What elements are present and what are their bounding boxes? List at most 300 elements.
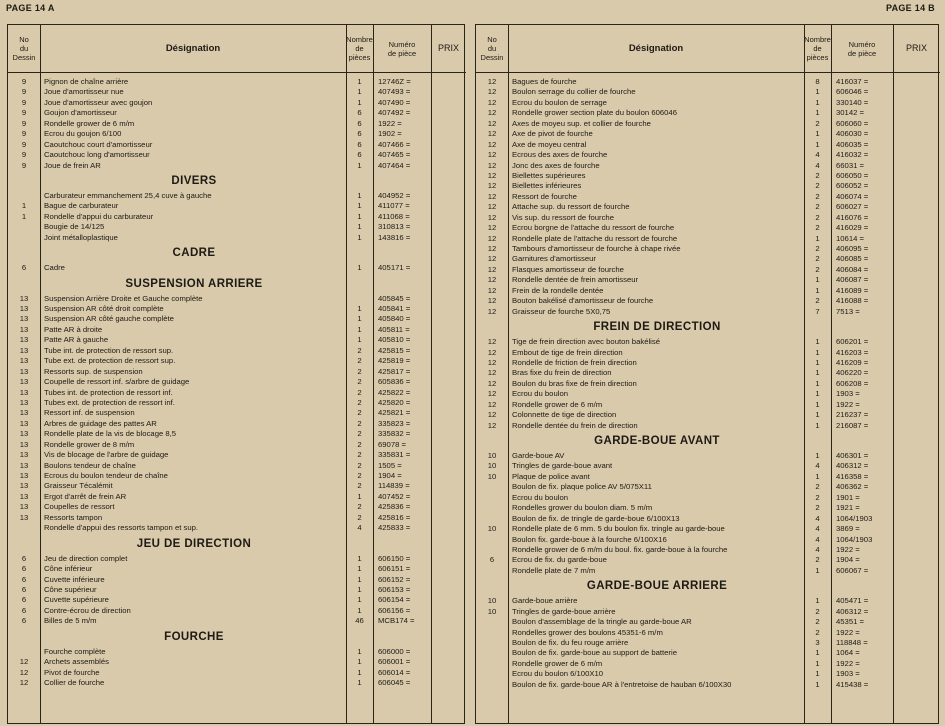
quantity: 1: [357, 335, 362, 345]
designation: Axe de pivot de fourche: [512, 129, 593, 139]
table-row: [476, 223, 938, 233]
quantity: 1: [357, 324, 362, 334]
part-number: 335823 =: [378, 418, 411, 428]
quantity: 2: [815, 503, 820, 513]
drawing-number: 12: [487, 181, 497, 191]
table-row: [8, 119, 464, 129]
quantity: 1: [815, 596, 820, 606]
designation: Rondelle grower de 8 m/m: [44, 439, 135, 449]
part-number: 405810 =: [378, 335, 411, 345]
part-number: 66031 =: [836, 160, 865, 170]
designation: Joue d'amortisseur nue: [44, 87, 124, 97]
table-row: [476, 482, 938, 492]
drawing-number: 12: [487, 378, 497, 388]
table-row: [8, 471, 464, 481]
quantity: 1: [815, 97, 820, 107]
part-number: 406030 =: [836, 129, 869, 139]
part-number: 405811 =: [378, 324, 410, 334]
table-row: [476, 234, 938, 244]
part-number: 416032 =: [836, 150, 869, 160]
drawing-number: 13: [19, 512, 29, 522]
quantity: 1: [357, 222, 362, 232]
table-row: [476, 451, 938, 461]
part-number: 1903 =: [836, 389, 860, 399]
drawing-number: 9: [21, 139, 27, 149]
table-row: [476, 202, 938, 212]
drawing-number: 6: [21, 564, 27, 574]
drawing-number: 13: [19, 377, 29, 387]
drawing-number: 13: [19, 491, 29, 501]
table-row: [8, 481, 464, 491]
drawing-number: 12: [487, 296, 497, 306]
drawing-number: 12: [19, 667, 29, 677]
table-row: [476, 77, 938, 87]
part-number: 1904 =: [836, 555, 860, 565]
designation: Tambours d'amortisseur de fourche à chape rivée: [512, 244, 681, 253]
quantity: 1: [357, 97, 362, 107]
part-number: 1064/1903: [836, 513, 873, 523]
table-row: [476, 379, 938, 389]
designation: Patte AR à droite: [44, 324, 103, 334]
quantity: 4: [357, 523, 362, 533]
part-number: 405841 =: [378, 304, 411, 313]
part-number: 606050 =: [836, 170, 869, 180]
designation: Bouton bakélisé d'amortisseur de fourche: [512, 296, 654, 306]
table-row: [476, 150, 938, 160]
part-number: 45351 =: [836, 617, 865, 627]
drawing-number: 9: [21, 108, 27, 118]
table-row: [8, 564, 464, 574]
part-number: 416088 =: [836, 296, 869, 306]
part-number: 425819 =: [378, 356, 411, 366]
drawing-number: 9: [21, 129, 27, 139]
designation: Boulon de fix. plaque police AV 5/075X11: [512, 482, 652, 492]
section-heading: GARDE-BOUE AVANT: [594, 435, 720, 447]
table-row: [476, 617, 938, 627]
designation: Boulon de fix. du feu rouge arrière: [512, 638, 629, 647]
table-row: [476, 171, 938, 181]
drawing-number: 10: [487, 471, 497, 481]
drawing-number: 12: [487, 389, 497, 399]
part-number: 10614 =: [836, 233, 865, 243]
page-number-left: PAGE 14 A: [6, 3, 55, 13]
designation: Ecrou du boulon 6/100X10: [512, 669, 604, 679]
quantity: 1: [815, 285, 820, 295]
section-heading: FREIN DE DIRECTION: [593, 321, 721, 334]
quantity: 2: [815, 482, 820, 492]
part-number: 606150 =: [378, 553, 411, 563]
part-number: MCB174 =: [378, 616, 415, 626]
quantity: 1: [357, 646, 362, 656]
designation: Suspension Arrière Droite et Gauche complète: [44, 293, 203, 303]
quantity: 1: [815, 648, 820, 658]
quantity: 2: [815, 170, 820, 180]
part-number: 1904 =: [378, 471, 402, 480]
drawing-number: 12: [487, 233, 497, 243]
table-row: [476, 400, 938, 410]
part-number: 1903 =: [836, 669, 860, 679]
part-number: 605836 =: [378, 377, 411, 387]
table-row: [476, 296, 938, 306]
table-row: [8, 513, 464, 523]
quantity: 1: [815, 658, 820, 668]
table-row: [8, 585, 464, 595]
rows-right: [476, 77, 938, 690]
quantity: 1: [357, 574, 362, 584]
table-row: [8, 377, 464, 387]
designation: Ecrou du goujon 6/100: [44, 129, 122, 139]
quantity: 1: [815, 378, 820, 388]
drawing-number: 12: [487, 160, 497, 170]
quantity: 1: [357, 678, 362, 687]
quantity: 1: [815, 565, 820, 575]
col-header-numero: Numéro de pièce: [373, 25, 431, 73]
designation: Billes de 5 m/m: [44, 616, 97, 626]
designation: Bougie de 14/125: [44, 222, 105, 232]
designation: Rondelle grower de 6 m/m: [512, 399, 603, 409]
drawing-number: 13: [19, 397, 29, 407]
col-header-nombre: Nombre de pièces: [346, 25, 373, 73]
quantity: 1: [815, 471, 820, 481]
designation: Ergot d'arrêt de frein AR: [44, 491, 127, 501]
part-number: 606208 =: [836, 378, 869, 388]
part-number: 1902 =: [378, 129, 402, 139]
col-header-designation: Désignation: [508, 25, 804, 73]
drawing-number: 12: [487, 139, 497, 149]
quantity: 1: [357, 304, 362, 313]
table-row: [476, 129, 938, 139]
designation: Ecrou du boulon: [512, 389, 568, 399]
part-number: 416358 =: [836, 471, 869, 481]
table-row: [8, 233, 464, 243]
part-number: 335832 =: [378, 429, 411, 439]
table-row: [476, 669, 938, 679]
quantity: 1: [815, 233, 820, 243]
table-row: [8, 554, 464, 564]
table-row: [476, 648, 938, 658]
table-row: [8, 222, 464, 232]
designation: Rondelle grower de 6 m/m: [44, 118, 135, 128]
table-row: [476, 680, 938, 690]
table-row: [8, 108, 464, 118]
drawing-number: 12: [487, 306, 497, 316]
table-row: [476, 181, 938, 191]
designation: Bague de carburateur: [44, 201, 119, 211]
designation: Ressort inf. de suspension: [44, 408, 135, 418]
part-number: 405845 =: [378, 293, 411, 303]
table-row: [476, 368, 938, 378]
drawing-number: 12: [487, 170, 497, 180]
table-row: [476, 514, 938, 524]
parts-table-right: [475, 24, 939, 724]
drawing-number: 13: [19, 429, 29, 439]
quantity: 2: [357, 429, 362, 439]
part-number: 1922 =: [836, 544, 860, 554]
part-number: 404952 =: [378, 190, 411, 200]
designation: Garde-boue AV: [512, 451, 565, 460]
drawing-number: 13: [19, 314, 29, 324]
col-header-prix: PRIX: [893, 25, 940, 73]
drawing-number: 12: [19, 678, 29, 687]
col-header-prix: PRIX: [431, 25, 466, 73]
quantity: 2: [815, 617, 820, 627]
part-number: 425836 =: [378, 502, 411, 512]
designation: Boulon du bras fixe de frein direction: [512, 378, 637, 388]
part-number: 69078 =: [378, 439, 407, 449]
table-row: [476, 638, 938, 648]
table-row: [8, 595, 464, 605]
designation: Biellettes inférieures: [512, 181, 582, 191]
drawing-number: 13: [19, 418, 29, 428]
designation: Garnitures d'amortisseur: [512, 254, 596, 264]
drawing-number: 12: [487, 357, 497, 367]
table-row: [476, 265, 938, 275]
table-row: [8, 419, 464, 429]
drawing-number: 12: [487, 368, 497, 378]
drawing-number: 12: [487, 275, 497, 285]
quantity: 1: [357, 232, 362, 242]
drawing-number: 12: [487, 87, 497, 97]
drawing-number: 13: [19, 460, 29, 470]
part-number: 406301 =: [836, 451, 869, 460]
part-number: 407492 =: [378, 108, 411, 118]
drawing-number: 9: [21, 160, 27, 170]
quantity: 1: [815, 275, 820, 285]
part-number: 143816 =: [378, 232, 411, 242]
table-row: [476, 389, 938, 399]
quantity: 2: [357, 502, 362, 512]
section-heading: FOURCHE: [164, 630, 224, 643]
designation: Fourche complète: [44, 646, 106, 656]
part-number: 606045 =: [378, 678, 411, 687]
drawing-number: 6: [489, 555, 495, 565]
designation: Rondelle de friction de frein direction: [512, 357, 637, 367]
quantity: 6: [357, 118, 362, 128]
drawing-number: 12: [487, 212, 497, 222]
section-heading: CADRE: [172, 247, 216, 260]
designation: Attache sup. du ressort de fourche: [512, 202, 630, 212]
quantity: 2: [815, 627, 820, 637]
designation: Tubes int. de protection de ressort inf.: [44, 387, 173, 397]
drawing-number: 13: [19, 481, 29, 491]
quantity: 1: [357, 160, 362, 170]
table-row: [476, 461, 938, 471]
designation: Vis sup. du ressort de fourche: [512, 212, 614, 222]
part-number: 406095 =: [836, 244, 869, 253]
quantity: 1: [357, 201, 362, 211]
quantity: 2: [357, 408, 362, 418]
part-number: 406035 =: [836, 139, 869, 149]
drawing-number: 12: [487, 337, 497, 347]
designation: Ressorts sup. de suspension: [44, 366, 143, 376]
part-number: 12746Z =: [378, 77, 411, 86]
quantity: 1: [815, 357, 820, 367]
quantity: 4: [815, 534, 820, 544]
designation: Boulon de fix. garde-boue au support de batterie: [512, 648, 677, 658]
quantity: 8: [815, 77, 820, 86]
part-number: 406312 =: [836, 461, 869, 471]
part-number: 406085 =: [836, 254, 869, 264]
drawing-number: 13: [19, 293, 29, 303]
quantity: 2: [357, 471, 362, 480]
part-number: 335831 =: [378, 450, 411, 460]
quantity: 1: [357, 584, 362, 594]
quantity: 2: [357, 387, 362, 397]
table-row: [476, 503, 938, 513]
drawing-number: 12: [487, 129, 497, 139]
designation: Bras fixe du frein de direction: [512, 368, 612, 378]
table-row: [476, 524, 938, 534]
designation: Rondelle d'appui du carburateur: [44, 211, 154, 221]
part-number: 118848 =: [836, 638, 868, 647]
designation: Rondelle dentée de frein amortisseur: [512, 275, 639, 285]
designation: Contre-écrou de direction: [44, 605, 131, 615]
part-number: 407490 =: [378, 97, 411, 107]
col-header-designation: Désignation: [40, 25, 346, 73]
quantity: 2: [815, 191, 820, 201]
table-row: [476, 628, 938, 638]
designation: Carburateur emmanchement 25,4 cuve à gauche: [44, 190, 212, 200]
drawing-number: 13: [19, 408, 29, 418]
part-number: 1901 =: [836, 492, 860, 502]
table-row: [8, 129, 464, 139]
table-row: [8, 668, 464, 678]
quantity: 2: [357, 460, 362, 470]
part-number: 606156 =: [378, 605, 411, 615]
drawing-number: 10: [487, 451, 497, 460]
table-row: [8, 191, 464, 201]
drawing-number: 13: [19, 324, 29, 334]
part-number: 407464 =: [378, 160, 411, 170]
drawing-number: 12: [487, 223, 497, 233]
quantity: 1: [357, 595, 362, 605]
table-row: [476, 275, 938, 285]
part-number: 406087 =: [836, 275, 869, 285]
table-row: [8, 87, 464, 97]
drawing-number: 6: [21, 574, 27, 584]
drawing-number: 12: [487, 347, 497, 357]
table-row: [8, 616, 464, 626]
designation: Axe de moyeu central: [512, 139, 587, 149]
quantity: 1: [357, 667, 362, 677]
quantity: 2: [815, 492, 820, 502]
drawing-number: 12: [487, 244, 497, 253]
quantity: 1: [815, 410, 820, 420]
part-number: 406312 =: [836, 606, 869, 616]
part-number: 216237 =: [836, 410, 869, 420]
designation: Rondelle plate de 7 m/m: [512, 565, 596, 575]
part-number: 416089 =: [836, 285, 869, 295]
quantity: 2: [357, 512, 362, 522]
part-number: 606154 =: [378, 595, 411, 605]
part-number: 425816 =: [378, 512, 411, 522]
designation: Plaque de police avant: [512, 471, 590, 481]
table-row: [476, 161, 938, 171]
part-number: 606201 =: [836, 337, 869, 347]
drawing-number: 12: [487, 150, 497, 160]
designation: Ressorts tampon: [44, 512, 103, 522]
table-row: [8, 356, 464, 366]
designation: Joue d'amortisseur avec goujon: [44, 97, 153, 107]
drawing-number: 12: [487, 285, 497, 295]
quantity: 2: [357, 377, 362, 387]
designation: Rondelle dentée du frein de direction: [512, 420, 638, 430]
drawing-number: 13: [19, 502, 29, 512]
table-row: [476, 421, 938, 431]
part-number: 405471 =: [836, 596, 869, 606]
part-number: 1922 =: [378, 118, 402, 128]
designation: Bagues de fourche: [512, 77, 577, 86]
drawing-number: 9: [21, 97, 27, 107]
designation: Coupelles de ressort: [44, 502, 115, 512]
part-number: 606153 =: [378, 584, 411, 594]
quantity: 1: [815, 108, 820, 118]
quantity: 2: [357, 439, 362, 449]
table-row: [476, 213, 938, 223]
part-number: 310813 =: [378, 222, 411, 232]
quantity: 6: [357, 150, 362, 160]
part-number: 416076 =: [836, 212, 869, 222]
designation: Collier de fourche: [44, 678, 105, 687]
table-row: [8, 314, 464, 324]
quantity: 4: [815, 150, 820, 160]
designation: Rondelles grower des boulons 45351-6 m/m: [512, 627, 663, 637]
drawing-number: 6: [21, 595, 27, 605]
drawing-number: 13: [19, 335, 29, 345]
quantity: 2: [357, 397, 362, 407]
quantity: 1: [357, 657, 362, 667]
drawing-number: 13: [19, 387, 29, 397]
quantity: 2: [815, 202, 820, 212]
designation: Tube ext. de protection de ressort sup.: [44, 356, 176, 366]
part-number: 606046 =: [836, 87, 869, 97]
table-row: [8, 161, 464, 171]
table-row: [8, 140, 464, 150]
part-number: 1922 =: [836, 399, 860, 409]
designation: Caoutchouc court d'amortisseur: [44, 139, 153, 149]
part-number: 416029 =: [836, 223, 869, 233]
part-number: 606052 =: [836, 181, 869, 191]
table-row: [476, 596, 938, 606]
quantity: 2: [815, 254, 820, 264]
designation: Ressort de fourche: [512, 191, 577, 201]
part-number: 216087 =: [836, 420, 869, 430]
table-row: [8, 492, 464, 502]
drawing-number: 9: [21, 118, 27, 128]
table-row: [8, 201, 464, 211]
designation: Jonc des axes de fourche: [512, 160, 600, 170]
table-row: [476, 307, 938, 317]
table-row: [8, 367, 464, 377]
designation: Jeu de direction complet: [44, 553, 128, 563]
table-row: [476, 358, 938, 368]
col-header-no: No du Dessin: [8, 25, 40, 73]
drawing-number: 13: [19, 304, 29, 313]
part-number: 407465 =: [378, 150, 411, 160]
table-row: [8, 304, 464, 314]
table-row: [8, 77, 464, 87]
drawing-number: 13: [19, 345, 29, 355]
part-number: 30142 =: [836, 108, 865, 118]
designation: Joint métalloplastique: [44, 232, 118, 242]
part-number: 407452 =: [378, 491, 411, 501]
quantity: 2: [357, 356, 362, 366]
part-number: 406074 =: [836, 191, 869, 201]
quantity: 2: [815, 296, 820, 306]
table-row: [8, 523, 464, 533]
table-row: [476, 98, 938, 108]
table-row: [476, 192, 938, 202]
